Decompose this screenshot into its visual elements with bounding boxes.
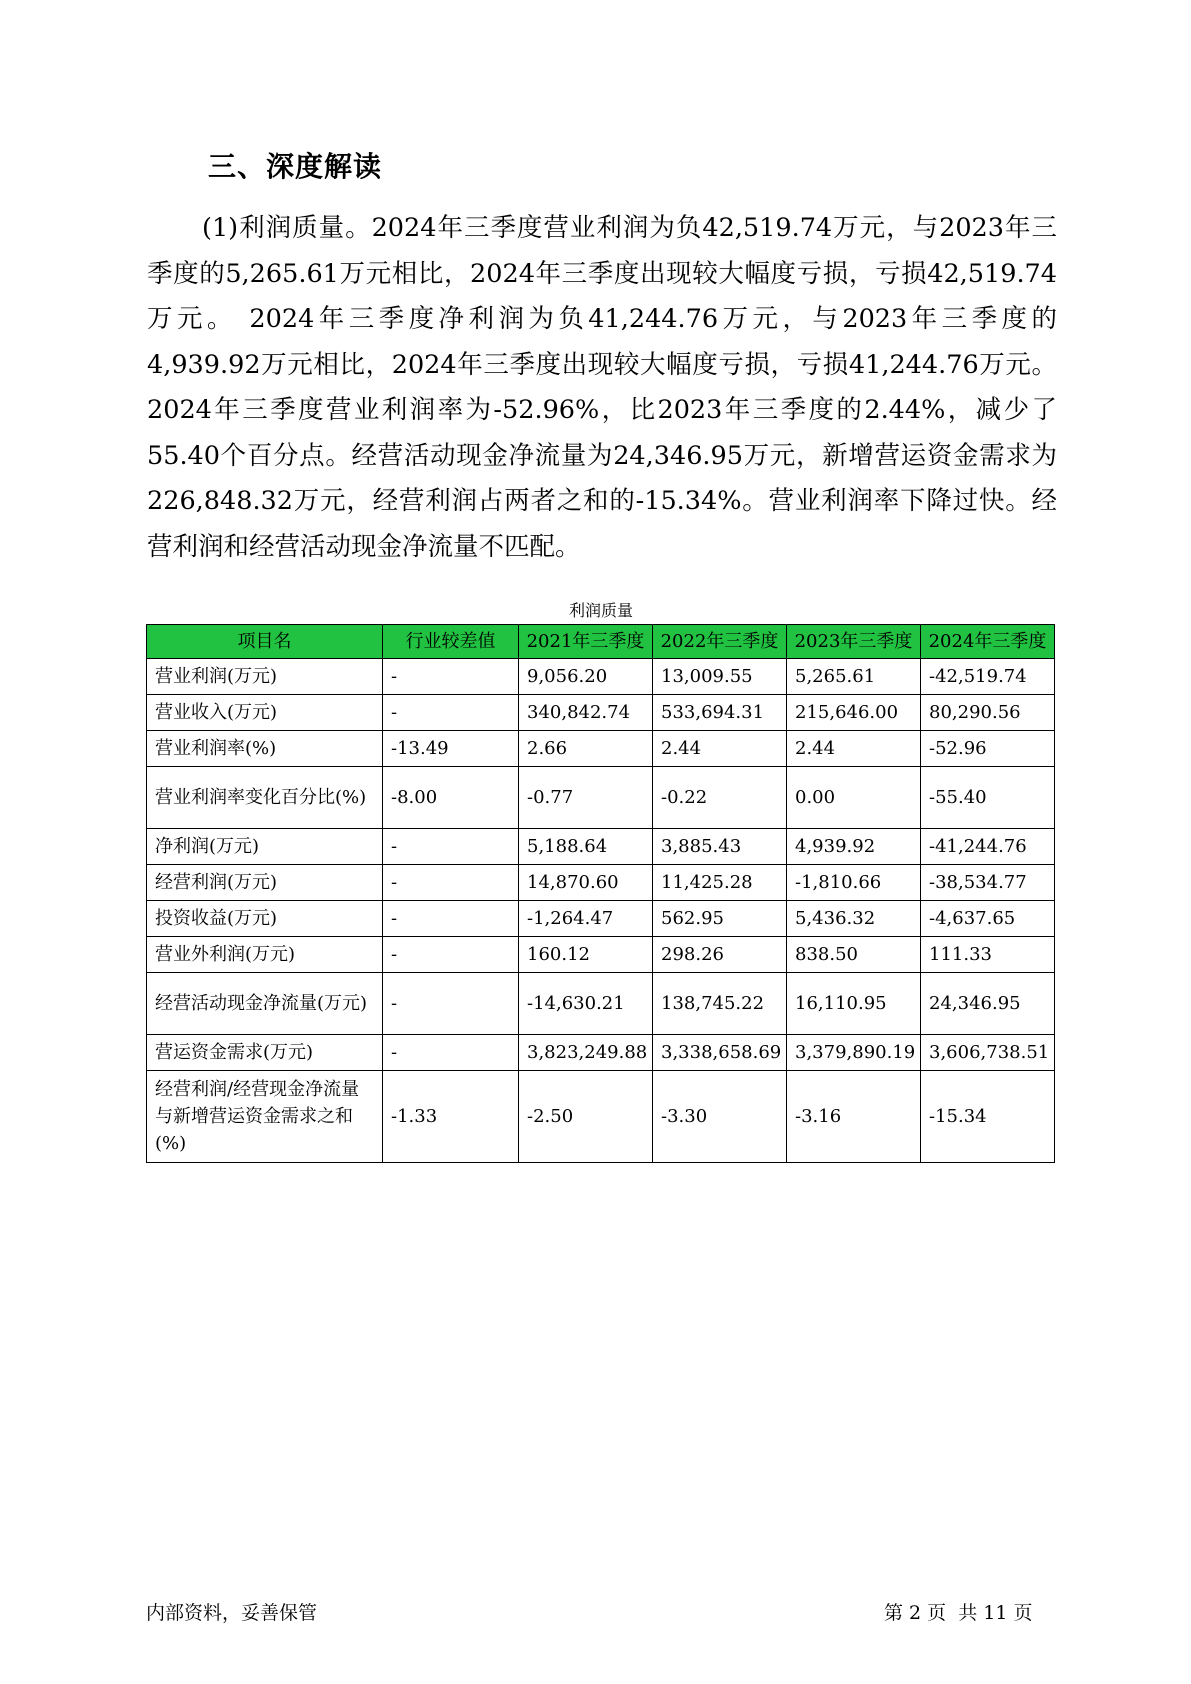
- cell-value: -55.40: [921, 767, 1055, 829]
- cell-value: 838.50: [787, 937, 921, 973]
- footer-page-number: 第 2 页 共 11 页: [884, 1602, 1033, 1624]
- row-label: 营业收入(万元): [147, 695, 383, 731]
- cell-value: 14,870.60: [519, 865, 653, 901]
- cell-value: -0.77: [519, 767, 653, 829]
- cell-value: 2.44: [653, 731, 787, 767]
- cell-value: 16,110.95: [787, 973, 921, 1035]
- header-item-name: 项目名: [147, 625, 383, 659]
- table-row: [147, 731, 1055, 767]
- cell-value: -42,519.74: [921, 659, 1055, 695]
- row-label: 经营利润/经营现金净流量与新增营运资金需求之和(%): [147, 1071, 383, 1163]
- cell-value: -15.34: [921, 1071, 1055, 1163]
- cell-value: 3,338,658.69: [653, 1035, 787, 1071]
- cell-value: 160.12: [519, 937, 653, 973]
- cell-value: 215,646.00: [787, 695, 921, 731]
- cell-value: 80,290.56: [921, 695, 1055, 731]
- cell-value: 2.66: [519, 731, 653, 767]
- header-2022-q3: 2022年三季度: [653, 625, 787, 659]
- cell-value: 5,436.32: [787, 901, 921, 937]
- row-label: 净利润(万元): [147, 829, 383, 865]
- cell-value: -8.00: [383, 767, 519, 829]
- row-label: 营业利润(万元): [147, 659, 383, 695]
- row-label: 营业外利润(万元): [147, 937, 383, 973]
- cell-value: 13,009.55: [653, 659, 787, 695]
- cell-value: 298.26: [653, 937, 787, 973]
- cell-value: -1,810.66: [787, 865, 921, 901]
- table-row: [147, 1071, 1055, 1163]
- cell-value: 533,694.31: [653, 695, 787, 731]
- cell-value: 138,745.22: [653, 973, 787, 1035]
- table-row: [147, 829, 1055, 865]
- table-row: [147, 937, 1055, 973]
- cell-value: -14,630.21: [519, 973, 653, 1035]
- cell-value: -3.30: [653, 1071, 787, 1163]
- cell-value: -: [383, 901, 519, 937]
- table-row: [147, 973, 1055, 1035]
- cell-value: -: [383, 829, 519, 865]
- cell-value: 3,885.43: [653, 829, 787, 865]
- cell-value: 4,939.92: [787, 829, 921, 865]
- cell-value: -13.49: [383, 731, 519, 767]
- row-label: 营业利润率变化百分比(%): [147, 767, 383, 829]
- table-row: [147, 865, 1055, 901]
- cell-value: -: [383, 973, 519, 1035]
- header-2023-q3: 2023年三季度: [787, 625, 921, 659]
- header-2024-q3: 2024年三季度: [921, 625, 1055, 659]
- footer-confidential-note: 内部资料，妥善保管: [146, 1602, 318, 1624]
- cell-value: -: [383, 937, 519, 973]
- cell-value: -0.22: [653, 767, 787, 829]
- cell-value: -: [383, 1035, 519, 1071]
- cell-value: -2.50: [519, 1071, 653, 1163]
- table-row: [147, 767, 1055, 829]
- cell-value: 340,842.74: [519, 695, 653, 731]
- cell-value: -: [383, 659, 519, 695]
- cell-value: 0.00: [787, 767, 921, 829]
- cell-value: -38,534.77: [921, 865, 1055, 901]
- table-row: [147, 659, 1055, 695]
- cell-value: -4,637.65: [921, 901, 1055, 937]
- row-label: 投资收益(万元): [147, 901, 383, 937]
- profit-quality-table: [146, 624, 1055, 1163]
- cell-value: 3,823,249.88: [519, 1035, 653, 1071]
- cell-value: 9,056.20: [519, 659, 653, 695]
- cell-value: 562.95: [653, 901, 787, 937]
- cell-value: -3.16: [787, 1071, 921, 1163]
- table-row: [147, 1035, 1055, 1071]
- cell-value: 3,606,738.51: [921, 1035, 1055, 1071]
- cell-value: -52.96: [921, 731, 1055, 767]
- cell-value: 5,265.61: [787, 659, 921, 695]
- cell-value: -1,264.47: [519, 901, 653, 937]
- row-label: 经营利润(万元): [147, 865, 383, 901]
- cell-value: 11,425.28: [653, 865, 787, 901]
- table-header-row: [147, 625, 1055, 659]
- cell-value: 3,379,890.19: [787, 1035, 921, 1071]
- cell-value: 24,346.95: [921, 973, 1055, 1035]
- header-2021-q3: 2021年三季度: [519, 625, 653, 659]
- cell-value: 111.33: [921, 937, 1055, 973]
- cell-value: -41,244.76: [921, 829, 1055, 865]
- cell-value: -1.33: [383, 1071, 519, 1163]
- cell-value: 5,188.64: [519, 829, 653, 865]
- row-label: 营业利润率(%): [147, 731, 383, 767]
- section-heading: 三、深度解读: [208, 150, 383, 183]
- table-caption: 利润质量: [568, 601, 633, 620]
- row-label: 营运资金需求(万元): [147, 1035, 383, 1071]
- table-row: [147, 695, 1055, 731]
- row-label: 经营活动现金净流量(万元): [147, 973, 383, 1035]
- cell-value: 2.44: [787, 731, 921, 767]
- cell-value: -: [383, 695, 519, 731]
- table-row: [147, 901, 1055, 937]
- header-industry-poor-value: 行业较差值: [383, 625, 519, 659]
- analysis-paragraph: (1)利润质量。2024年三季度营业利润为负42,519.74万元，与2023年三季度的5,265.61万元相比，2024年三季度出现较大幅度亏损，亏损42,519.74万元。 2024年三季度净利润为负41,244.76万元，与2023年三季度的4,939.92万元相比，2024年三季度出现较大幅度亏损，亏损41,244.76万元。 2024年三季度营业利润率为-52.96%，比2023年三季度的2.44%，减少了55.40个百分点。经营活动现金净流量为24,346.95万元，新增营运资金需求为226,848.32万元，经营利润占两者之和的-15.34%。营业利润率下降过快。经营利润和经营活动现金净流量不匹配。: [147, 213, 1057, 562]
- cell-value: -: [383, 865, 519, 901]
